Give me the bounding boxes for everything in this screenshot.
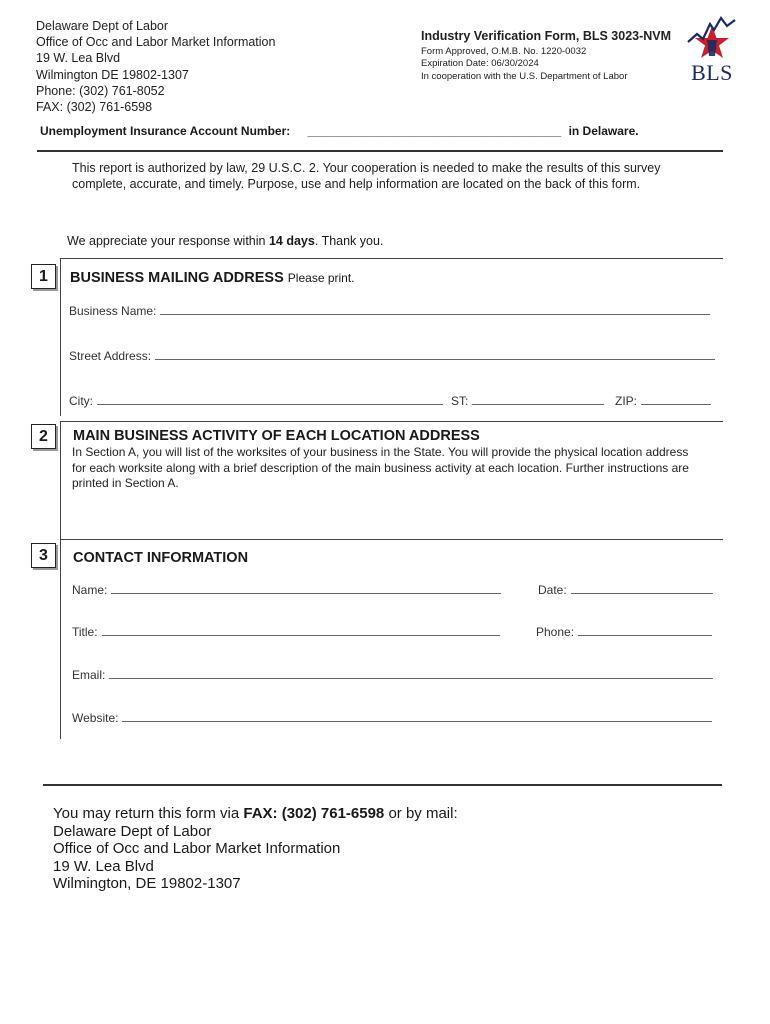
date-input[interactable]	[571, 582, 713, 594]
state-input[interactable]	[472, 393, 604, 405]
section-2-title: MAIN BUSINESS ACTIVITY OF EACH LOCATION ADDRESS	[73, 428, 480, 444]
agency-line: Wilmington DE 19802-1307	[36, 67, 189, 82]
contact-title-field[interactable]	[72, 624, 500, 639]
section-2-number: 2	[31, 424, 56, 449]
agency-line: FAX: (302) 761-6598	[36, 100, 153, 115]
appreciate-text-end: . Thank you.	[314, 234, 384, 248]
section-2-text: In Section A, you will list of the worksites of your business in the State. You will provide the physical location address for each worksite along with a brief description of the main business activity at each location. Further instructions are printed in Section A.	[72, 445, 689, 490]
business-name-label: Business Name:	[69, 304, 157, 318]
city-input[interactable]	[97, 393, 443, 405]
form-info-block	[421, 29, 671, 83]
return-address-line: 19 W. Lea Blvd	[53, 857, 154, 875]
section-1-title	[70, 270, 355, 286]
section-2-top-rule	[60, 421, 723, 422]
phone-field[interactable]	[536, 624, 712, 639]
business-name-field[interactable]	[69, 303, 710, 318]
account-number-line	[40, 124, 639, 138]
appreciate-line	[67, 234, 383, 248]
agency-line: Phone: (302) 761-8052	[36, 83, 165, 98]
return-lead-text: You may return this form via	[53, 805, 244, 822]
date-label: Date:	[538, 583, 567, 597]
phone-label: Phone:	[536, 625, 575, 639]
bls-logo-text: BLS	[691, 60, 733, 85]
zip-field[interactable]	[615, 393, 711, 408]
street-address-field[interactable]	[69, 348, 715, 363]
account-number-suffix: in Delaware.	[568, 124, 639, 138]
email-input[interactable]	[109, 667, 713, 679]
zip-input[interactable]	[641, 393, 711, 405]
website-field[interactable]	[72, 710, 712, 725]
section-3-top-rule	[60, 539, 723, 540]
street-address-label: Street Address:	[69, 349, 152, 363]
agency-line: Delaware Dept of Labor	[36, 19, 169, 33]
section-1-title-text: BUSINESS MAILING ADDRESS	[70, 270, 284, 286]
return-address-line: Delaware Dept of Labor	[53, 822, 212, 840]
contact-name-input[interactable]	[111, 582, 501, 594]
contact-name-label: Name:	[72, 583, 108, 597]
return-lead	[53, 805, 458, 823]
state-label: ST:	[451, 394, 469, 408]
business-name-input[interactable]	[160, 303, 710, 315]
form-approved: Form Approved, O.M.B. No. 1220-0032	[421, 46, 587, 57]
state-field[interactable]	[451, 393, 604, 408]
appreciate-text: We appreciate your response within	[67, 234, 269, 248]
expiration-date: Expiration Date: 06/30/2024	[421, 58, 539, 70]
account-number-field[interactable]: ______________________________________	[307, 124, 562, 138]
intro-text: This report is authorized by law, 29 U.S.C. 2. Your cooperation is needed to make the results of this survey complete, accurate, and timely. Purpose, use and help information are located on the back of this form.	[72, 161, 661, 191]
agency-line: Office of Occ and Labor Market Information	[36, 35, 276, 50]
return-address-line: Wilmington, DE 19802-1307	[53, 875, 241, 892]
phone-input[interactable]	[578, 624, 712, 636]
cooperation-note: In cooperation with the U.S. Department of Labor	[421, 70, 628, 82]
divider	[37, 150, 723, 152]
section-1-number: 1	[31, 264, 56, 289]
section-3-title: CONTACT INFORMATION	[73, 550, 249, 566]
agency-line: 19 W. Lea Blvd	[36, 51, 121, 66]
zip-label: ZIP:	[615, 394, 638, 408]
email-label: Email:	[72, 668, 106, 682]
section-1-top-rule	[60, 258, 723, 259]
contact-name-field[interactable]	[72, 582, 501, 597]
appreciate-days: 14 days	[268, 234, 315, 248]
return-instructions	[53, 805, 458, 893]
website-input[interactable]	[122, 710, 712, 722]
section-1-left-rule	[60, 258, 61, 416]
section-1-note: Please print.	[287, 271, 355, 285]
agency-address-block	[36, 18, 275, 115]
section-3-left-rule	[60, 539, 61, 739]
street-address-input[interactable]	[155, 348, 715, 360]
date-field[interactable]	[538, 582, 713, 597]
email-field[interactable]	[72, 667, 713, 682]
section-2-left-rule	[60, 421, 61, 539]
return-address-line: Office of Occ and Labor Market Information	[53, 840, 341, 857]
account-number-label: Unemployment Insurance Account Number:	[40, 124, 291, 138]
divider	[43, 784, 722, 786]
city-field[interactable]	[69, 393, 443, 408]
website-label: Website:	[72, 711, 119, 725]
form-title: Industry Verification Form, BLS 3023-NVM	[421, 29, 672, 43]
return-fax: FAX: (302) 761-6598	[243, 805, 385, 822]
contact-title-input[interactable]	[102, 624, 500, 636]
return-lead-end: or by mail:	[384, 805, 458, 822]
city-label: City:	[69, 394, 93, 408]
contact-title-label: Title:	[72, 625, 98, 639]
section-3-number: 3	[31, 543, 56, 568]
